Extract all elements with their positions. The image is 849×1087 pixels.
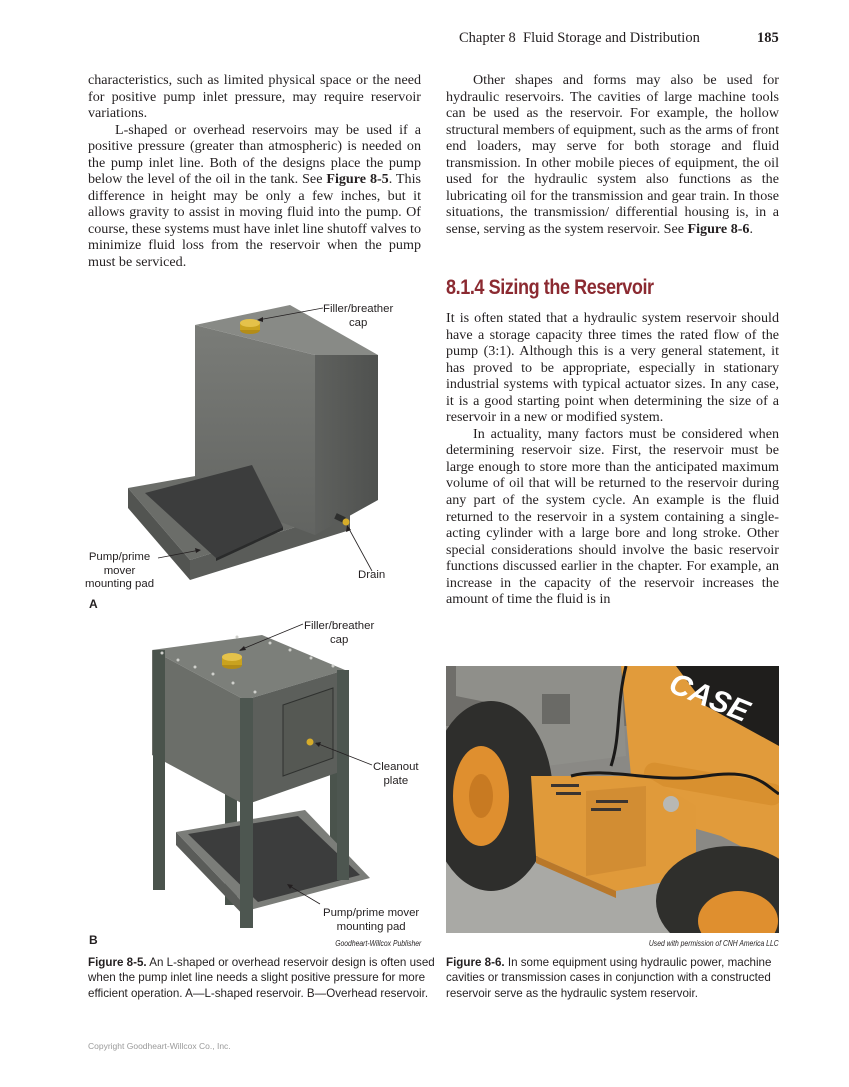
figure-caption: [446, 955, 786, 1001]
paragraph-text: Other shapes and forms may also be used for hydraulic reservoirs. The cavities of large machine tools can be used as the reservoir. For example, the hollow structural members of equipment, such as the arms of front end loaders, may serve for both storage and fluid transmission. In other mobile pieces of equipment, the oil used for the hydraulic system also functions as the lubricating oil for the transmission and gear train. In those situations, the transmission/ differential housing is, in a sense, serving as the system reservoir. See: [446, 72, 779, 237]
label-line: Pump/prime mover: [323, 907, 420, 919]
figure-caption: [88, 955, 438, 1001]
figure-label: Figure 8-5.: [88, 956, 147, 969]
label-filler-cap-b: [304, 620, 374, 647]
label-line: mounting pad: [336, 920, 406, 933]
paragraph-text: . This difference in height may be only a few inches, but it allows gravity to assist in moving fluid into the pump. Of course, these systems must have inlet line shutoff valves to minimize fluid loss from the reservoir when the pump must be serviced.: [88, 171, 421, 271]
label-mounting-pad-b: [323, 907, 419, 934]
label-mounting-pad-a: [85, 551, 154, 592]
label-drain: Drain: [358, 569, 386, 581]
figure-credit: Used with permission of CNH America LLC: [649, 939, 779, 948]
right-column-bottom: [446, 310, 779, 608]
paragraph-text: L-shaped or overhead reservoirs may be used if a positive pressure (greater than atmospheric) is needed on the pump inlet line. Both of the designs place the pump below the level of the oil in the tank. See: [88, 121, 421, 188]
paragraph-text: .: [749, 220, 754, 237]
label-line: Cleanout: [373, 761, 419, 773]
copyright-footer: Copyright Goodheart-Willcox Co., Inc.: [88, 1041, 231, 1051]
label-filler-cap-a: [323, 303, 393, 330]
case-brand-text: CASE: [664, 666, 755, 729]
label-line: cap: [348, 316, 368, 329]
figure-reference: Figure 8-5: [326, 171, 389, 188]
paragraph: It is often stated that a hydraulic system reservoir should have a storage capacity three times the rated flow of the pump (3:1). Although this is a very general statement, it has proved to be appropriate, especially in stationary industrial systems with typical actuator sizes. In any case, it is a good starting point when determining the size of a reservoir in a new or modified system.: [446, 310, 779, 426]
label-line: Pump/prime: [88, 551, 151, 563]
label-cleanout-plate: [373, 761, 419, 788]
page-number: 185: [757, 30, 779, 46]
section-heading: 8.1.4 Sizing the Reservoir: [446, 276, 654, 299]
label-line: Filler/breather: [323, 303, 394, 315]
running-head: Chapter 8 Fluid Storage and Distribution: [459, 30, 700, 46]
paragraph: In actuality, many factors must be considered when determining reservoir size. First, the reservoir must be large enough to store more than the anticipated maximum volume of oil that will be returned to the reservoir during any part of the system cycle. An example is the fluid returned to the reservoir in a system containing a single-acting cylinder with a large bore and long stroke. Other special considerations should involve the basic reservoir functions discussed earlier in the chapter. For example, an increase in the capacity of the reservoir increases the amount of time the fluid is in: [446, 425, 779, 608]
label-line: cap: [329, 633, 349, 646]
paragraph: [88, 122, 421, 271]
left-column: [88, 72, 421, 271]
label-line: mover: [103, 564, 136, 577]
figure-credit: Goodheart-Willcox Publisher: [334, 939, 421, 948]
paragraph: [446, 72, 779, 237]
label-line: plate: [383, 774, 409, 787]
backhoe-reservoir-photo: [446, 666, 779, 933]
caption-text: An L-shaped or overhead reservoir design is often used when the pump inlet line needs a slight positive pressure for more efficient operation. A—L-shaped reservoir. B—Overhead reservoir.: [88, 956, 435, 1000]
label-line: mounting pad: [85, 578, 155, 590]
label-line: Filler/breather: [304, 620, 375, 632]
right-column-top: [446, 72, 779, 237]
paragraph: characteristics, such as limited physical space or the need for positive pump inlet pressure, may require reservoir variations.: [88, 72, 421, 122]
panel-letter-b: B: [89, 933, 98, 947]
panel-letter-a: A: [89, 597, 98, 611]
caption-text: In some equipment using hydraulic power, machine cavities or transmission cases in conjunction with a constructed reservoir serve as the hydraulic system reservoir.: [446, 956, 772, 1000]
figure-reference: Figure 8-6: [687, 220, 750, 237]
figure-label: Figure 8-6.: [446, 956, 505, 969]
